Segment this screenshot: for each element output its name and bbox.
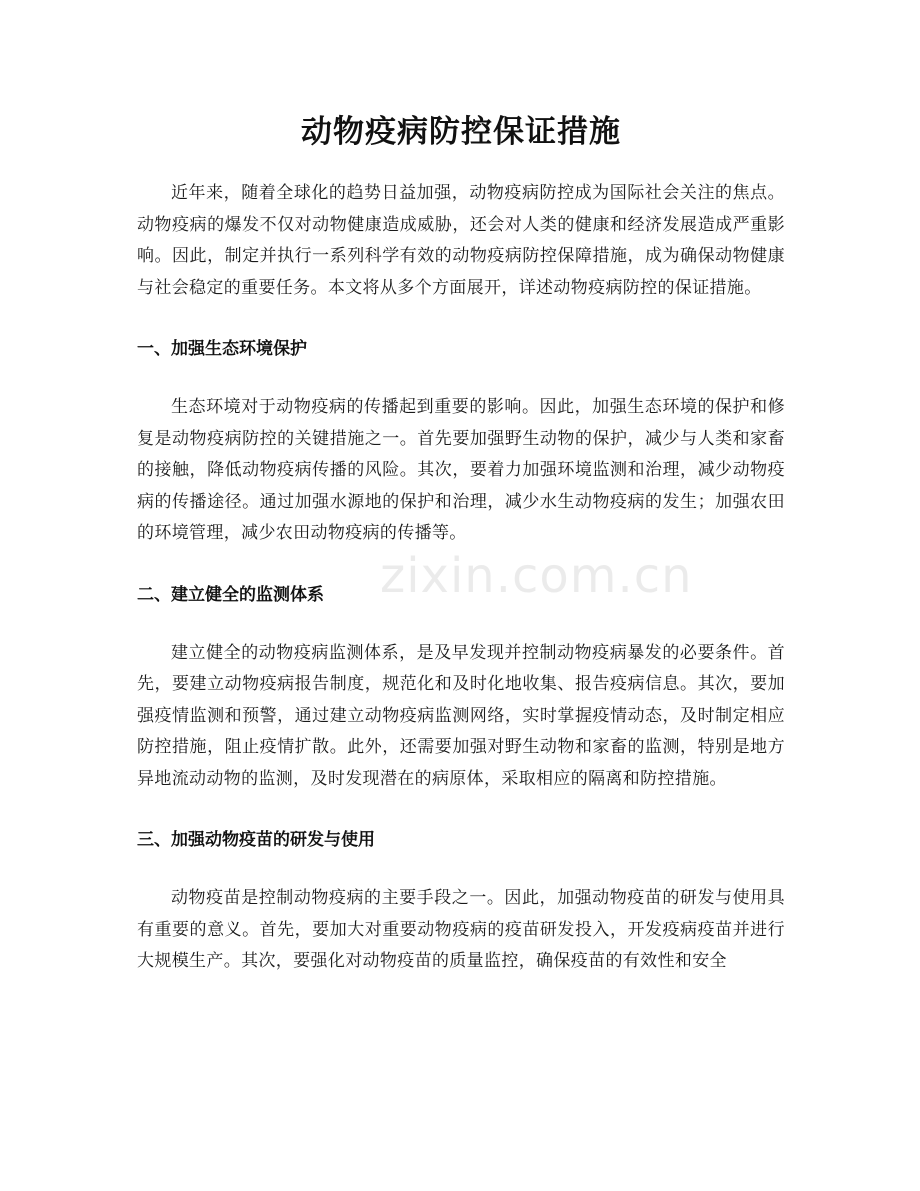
section-heading-vaccine: 三、加强动物疫苗的研发与使用 bbox=[137, 830, 375, 850]
spacer bbox=[137, 610, 785, 638]
section-body-ecology: 生态环境对于动物疫病的传播起到重要的影响。因此，加强生态环境的保护和修复是动物疫病防控的关键措施之一。首先要加强野生动物的保护，减少与人类和家畜的接触，降低动物疫病传播的风险。其次，要着力加强环境监测和治理，减少动物疫病的传播途径。通过加强水源地的保护和治理，减少水生动物疫病的发生；加强农田的环境管理，减少农田动物疫病的传播等。 bbox=[137, 397, 785, 543]
document-title: 动物疫病防控保证措施 bbox=[301, 114, 621, 150]
spacer bbox=[137, 855, 785, 883]
watermark: zixin.com.cn bbox=[380, 548, 693, 604]
spacer bbox=[137, 550, 785, 580]
section-heading-ecology: 一、加强生态环境保护 bbox=[137, 339, 307, 359]
section-heading-monitoring: 二、建立健全的监测体系 bbox=[137, 584, 324, 605]
spacer bbox=[137, 795, 785, 825]
intro-paragraph: 近年来，随着全球化的趋势日益加强，动物疫病防控成为国际社会关注的焦点。动物疫病的爆发不仅对动物健康造成威胁，还会对人类的健康和经济发展造成严重影响。因此，制定并执行一系列科学有效的动物疫病防控保障措施，成为确保动物健康与社会稳定的重要任务。本文将从多个方面展开，详述动物疫病防控的保证措施。 bbox=[137, 183, 785, 298]
spacer bbox=[137, 364, 785, 392]
section-body-vaccine: 动物疫苗是控制动物疫病的主要手段之一。因此，加强动物疫苗的研发与使用具有重要的意义。首先，要加大对重要动物疫病的疫苗研发投入，开发疫病疫苗并进行大规模生产。其次，要强化对动物疫苗的质量监控，确保疫苗的有效性和安全 bbox=[137, 888, 785, 971]
spacer bbox=[137, 304, 785, 334]
section-body-monitoring: 建立健全的动物疫病监测体系，是及早发现并控制动物疫病暴发的必要条件。首先，要建立动物疫病报告制度，规范化和及时化地收集、报告疫病信息。其次，要加强疫情监测和预警，通过建立动物疫病监测网络，实时掌握疫情动态，及时制定相应防控措施，阻止疫情扩散。此外，还需要加强对野生动物和家畜的监测，特别是地方异地流动动物的监测，及时发现潜在的病原体，采取相应的隔离和防控措施。 bbox=[137, 642, 785, 789]
document-content bbox=[137, 108, 785, 978]
